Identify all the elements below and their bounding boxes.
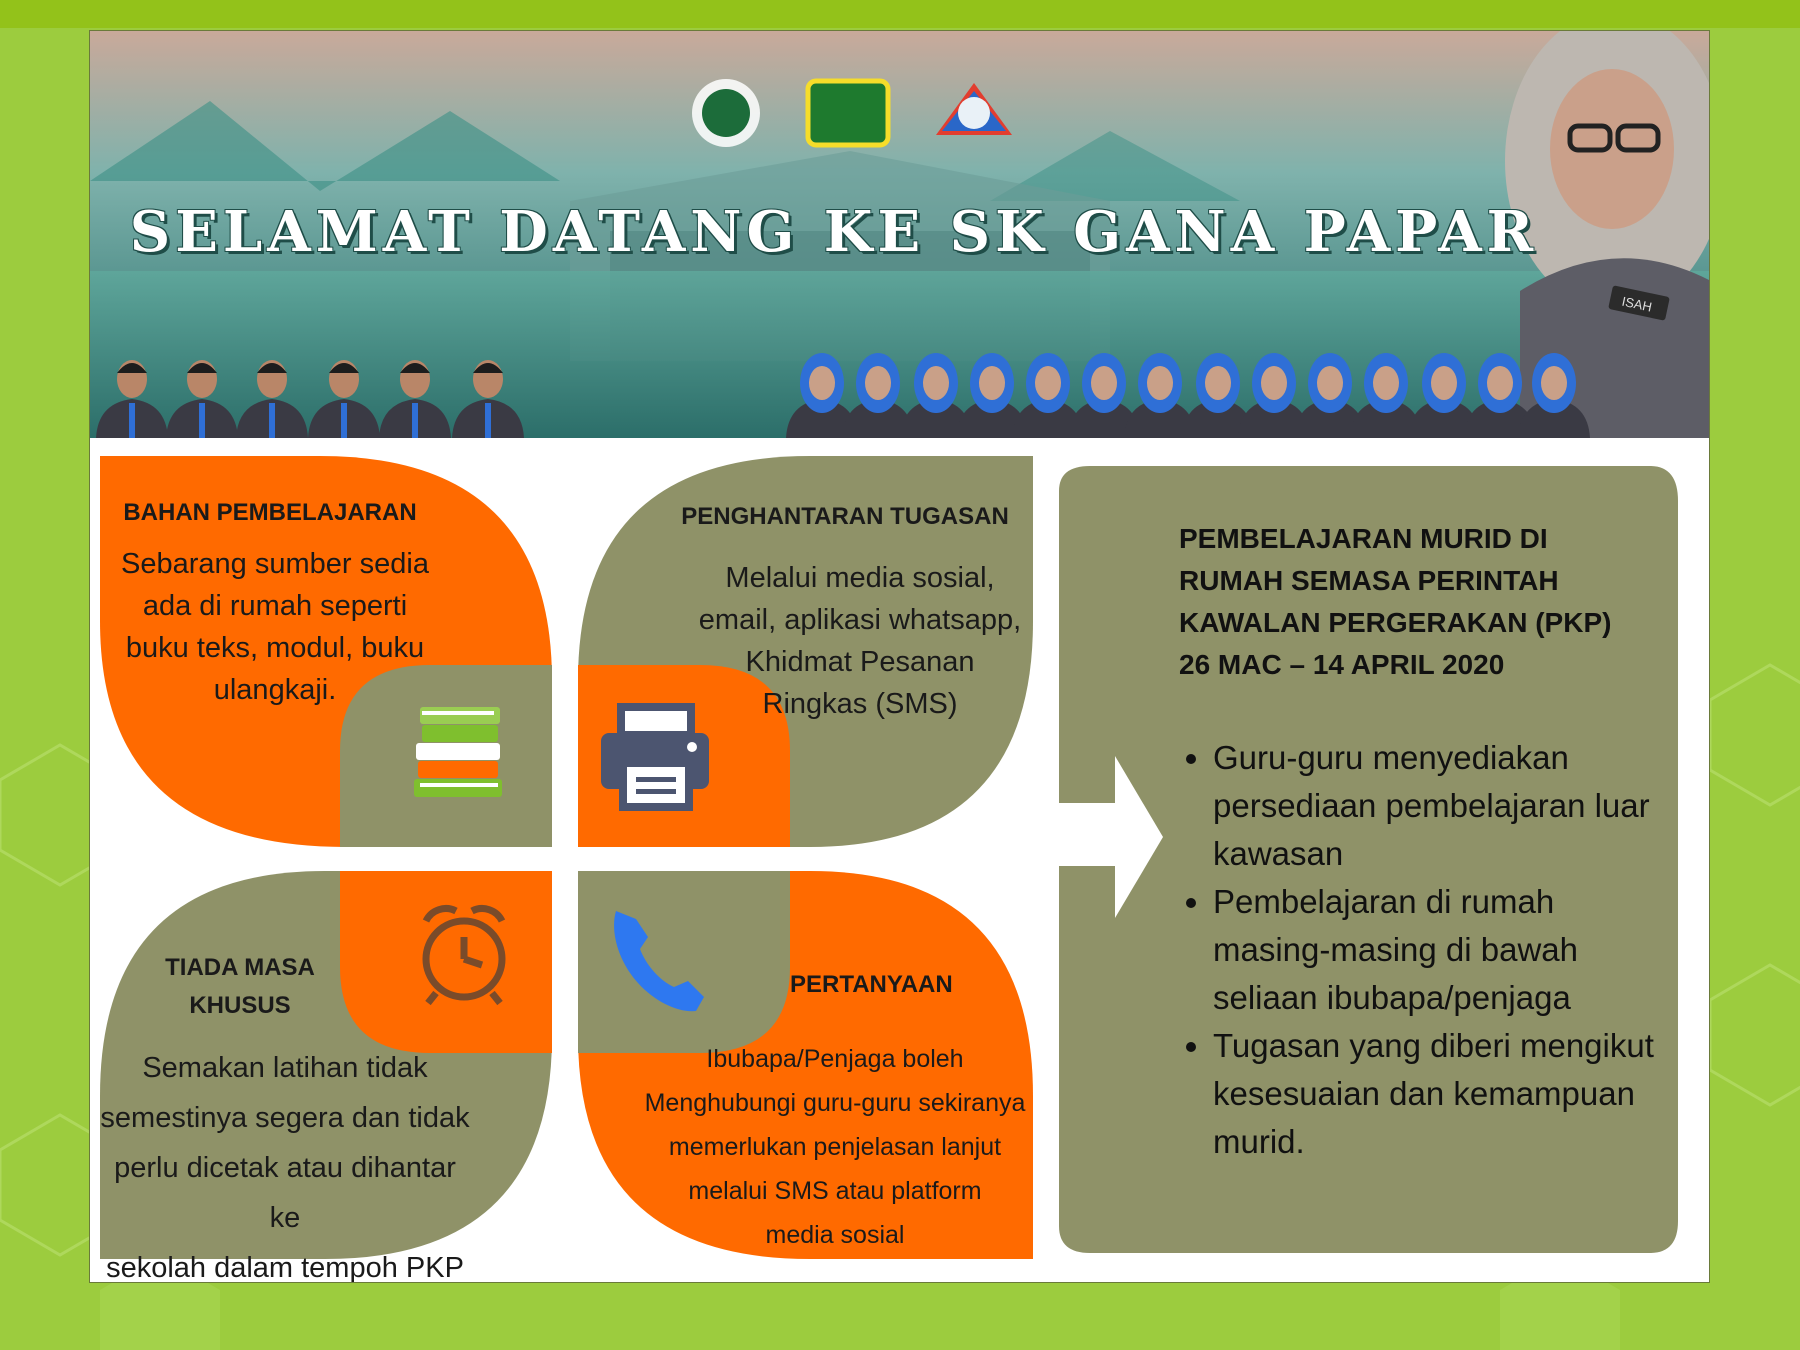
text-line: Khidmat Pesanan (745, 646, 975, 678)
text-line: ulangkaji. (213, 674, 337, 706)
text-line: Menghubungi guru-guru sekiranya (644, 1089, 1026, 1117)
text-line: Ringkas (SMS) (762, 688, 958, 720)
bottom-left-body (95, 1043, 475, 1283)
svg-text:ISAH: ISAH (1620, 293, 1654, 315)
text-line: sekolah dalam tempoh PKP (106, 1252, 464, 1283)
text-line: KHUSUS (189, 992, 291, 1019)
heading-line: PEMBELAJARAN MURID DI (1179, 523, 1548, 554)
text-line: Sebarang sumber sedia (121, 548, 429, 580)
heading-line: KAWALAN PERGERAKAN (PKP) (1179, 607, 1612, 638)
text-line: Melalui media sosial, (725, 562, 995, 594)
bottom-right-heading: PERTANYAAN (790, 971, 953, 998)
top-left-body (110, 543, 440, 711)
text-line: melalui SMS atau platform (688, 1177, 982, 1205)
text-line: media sosial (765, 1221, 905, 1249)
bottom-right-body (635, 1037, 1035, 1257)
text-line: Ibubapa/Penjaga boleh (706, 1045, 964, 1073)
inner-bottom-left (340, 871, 552, 1053)
books-icon (414, 707, 502, 797)
text-line: semestinya segera dan tidak (100, 1102, 470, 1134)
text-line: memerlukan penjelasan lanjut (668, 1133, 1002, 1161)
text-line: email, aplikasi whatsapp, (698, 604, 1022, 636)
bullet-item: • Tugasan yang diberi mengikut kesesuaian dan kemampuan murid. (1213, 1022, 1659, 1166)
heading-line: RUMAH SEMASA PERINTAH (1179, 565, 1559, 596)
arrow-stem-gap (1059, 803, 1115, 866)
text-line: perlu dicetak atau dihantar ke (114, 1152, 456, 1234)
top-left-heading: BAHAN PEMBELAJARAN (123, 499, 417, 526)
inner-bottom-right (578, 871, 790, 1053)
text-line: TIADA MASA (165, 954, 315, 981)
top-right-body (690, 557, 1030, 725)
bottom-left-heading (130, 949, 350, 1025)
arrow-panel-heading (1179, 518, 1659, 686)
text-line: ada di rumah seperti (142, 590, 408, 622)
bullet-item: • Guru-guru menyediakan persediaan pembelajaran luar kawasan (1213, 734, 1659, 878)
top-right-heading: PENGHANTARAN TUGASAN (681, 503, 1009, 530)
arrow-panel-bullets (1179, 734, 1659, 1166)
text-line: buku teks, modul, buku (125, 632, 425, 664)
arrow-panel-text (1179, 518, 1659, 1166)
slide (89, 30, 1710, 1283)
banner-title: SELAMAT DATANG KE SK GANA PAPAR (129, 199, 1539, 265)
text-line: Semakan latihan tidak (142, 1052, 428, 1084)
heading-line: 26 MAC – 14 APRIL 2020 (1179, 649, 1505, 680)
bullet-item: • Pembelajaran di rumah masing-masing di bawah seliaan ibubapa/penjaga (1213, 878, 1659, 1022)
